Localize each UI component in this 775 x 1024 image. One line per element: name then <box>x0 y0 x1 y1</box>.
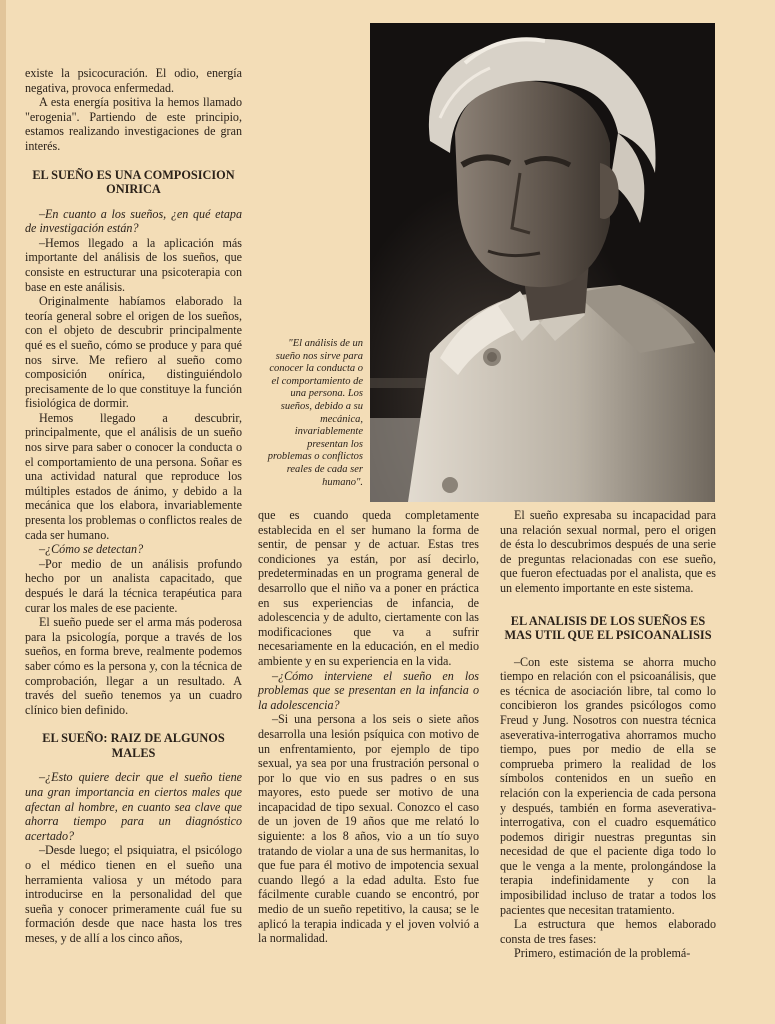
paragraph: El sueño expresaba su incapacidad para una relación sexual normal, pero el origen de ésta lo descubrimos después de una serie de preguntas relacionadas con ese sueño, que fueron efectuadas por el analista, que es un elemento importante en este sistema. <box>500 508 716 595</box>
paragraph: La estructura que hemos elaborado consta de tres fases: <box>500 917 716 946</box>
paragraph: –Por medio de un análisis profundo hecho por un analista capacitado, que después le dará la técnica terapéutica para curar los males de ese paciente. <box>25 556 242 615</box>
paragraph: –Hemos llegado a la aplicación más importante del análisis de los sueños, que consiste en estructurar una psicoterapia con base en este análisis. <box>25 235 242 294</box>
portrait-photo-icon <box>370 23 715 502</box>
paragraph: Primero, estimación de la problemá- <box>514 946 691 961</box>
paragraph: El sueño puede ser el arma más poderosa para la psicología, porque a través de los sueños, en forma breve, realmente podemos saber cómo es la persona y, con la técnica de comprobación, llegar a un resultado. A través del sueño tenemos ya un cuadro clínico bien definido. <box>25 615 242 717</box>
paragraph: –Desde luego; el psiquiatra, el psicólogo o el médico tienen en el sueño una herramienta valiosa y un método para introducirse en la personalidad del que sueña y conocer primeramente cuál fue su formación desde que nace hasta los tres meses, y de allí a los cinco años, <box>25 843 242 945</box>
interview-question: –¿Cómo interviene el sueño en los problemas que se presentan en la infancia o la adolescencia? <box>258 668 479 712</box>
article-column-right <box>500 508 716 961</box>
paragraph: Hemos llegado a descubrir, principalmente, que el análisis de un sueño nos sirve para saber o conocer la conducta o el comportamiento de una persona. Soñar es una actividad natural que reproduce los múltiples estados de ánimo, y debido a la mecánica que los elabora, invariablemente presenta los problemas o conflictos reales de cada ser humano. <box>25 410 242 542</box>
paragraph: A esta energía positiva la hemos llamado "erogenia". Partiendo de este principio, estamos realizando investigaciones de gran interés. <box>25 95 242 153</box>
page-edge <box>0 0 6 1024</box>
interview-question: –¿Cómo se detectan? <box>39 542 144 557</box>
interview-question: –¿Esto quiere decir que el sueño tiene una gran importancia en ciertos males que afectan al hombre, en cuanto sea clave que ahorra tiempo para un diagnóstico acertado? <box>25 770 242 843</box>
interview-question: –En cuanto a los sueños, ¿en qué etapa de investigación están? <box>25 206 242 236</box>
pull-quote: "El análisis de un sueño nos sirve para conocer la conducta o el comportamiento de una persona. Los sueños, debido a su mecánica, invariablemente presentan los problemas o conflictos reales de cada ser humano". <box>267 338 363 488</box>
paragraph: Originalmente habíamos elaborado la teoría general sobre el origen de los sueños, con el objeto de descubrir principalmente qué es el sueño, cómo se produce y para qué nos sirve. Me refiero al sueño como composición onírica, distinguiéndolo precisamente de lo que constituye la función fisiológica de dormir. <box>25 294 242 411</box>
paragraph: que es cuando queda completamente establecida en el ser humano la forma de sentir, de pensar y de actuar. Estas tres condiciones ya están, por así decirlo, predeterminadas en un programa general de desarrollo que el niño va a poner en práctica en sus experiencias de infancia, de adolescencia y de adulto, ciertamente con las modificaciones que va a sufrir necesariamente en la educación, en el medio ambiente y en su experiencia en la vida. <box>258 508 479 668</box>
section-heading: EL ANALISIS DE LOS SUEÑOS ES MAS UTIL QUE EL PSICOANALISIS <box>504 613 712 643</box>
portrait-photo <box>370 23 715 502</box>
paragraph: –Con este sistema se ahorra mucho tiempo en relación con el psicoanálisis, que es técnica de asociación libre, tal como lo concibieron los grandes psicólogos como Freud y Jung. Nosotros con nuestra técnica aseverativa-interrogativa ahorramos mucho tiempo, pues por medio de ella se comprueba primero la realidad de los símbolos contenidos en un sueño en relación con la experiencia de cada persona y después, también en forma aseverativa-interrogativa, con el cuadro esquemático podemos dirigir nuestras preguntas sin necesidad de que el paciente diga todo lo que le venga a la mente, prolongándose la terapia indefinidamente y con la imposibilidad incluso de tratar a todos los pacientes que necesitan tratamiento. <box>500 654 716 917</box>
article-column-left <box>25 66 242 945</box>
article-column-middle <box>258 508 479 946</box>
section-heading: EL SUEÑO ES UNA COMPOSICION ONIRICA <box>32 167 235 197</box>
paragraph: –Si una persona a los seis o siete años desarrolla una lesión psíquica con motivo de un enfrentamiento, por ejemplo de tipo sexual, ya sea por una frustración personal o por lo que vio en sus padres o en sus mayores, esto puede ser motivo de una incapacidad de tipo sexual. Conozco el caso de un joven de 19 años que me relató lo siguiente: a los 8 años, vio a un tío suyo tratando de violar a una de sus hermanitas, lo que fue para él motivo de impotencia sexual cuando llegó a la edad adulta. Esto fue fácilmente curable cuando se encontró, por medio de un sueño repetitivo, la causa; se le aplicó la terapia indicada y el joven volvió a la normalidad. <box>258 712 479 946</box>
paragraph: existe la psicocuración. El odio, energía negativa, provoca enfermedad. <box>25 66 242 95</box>
section-heading: EL SUEÑO: RAIZ DE ALGUNOS MALES <box>42 731 225 760</box>
